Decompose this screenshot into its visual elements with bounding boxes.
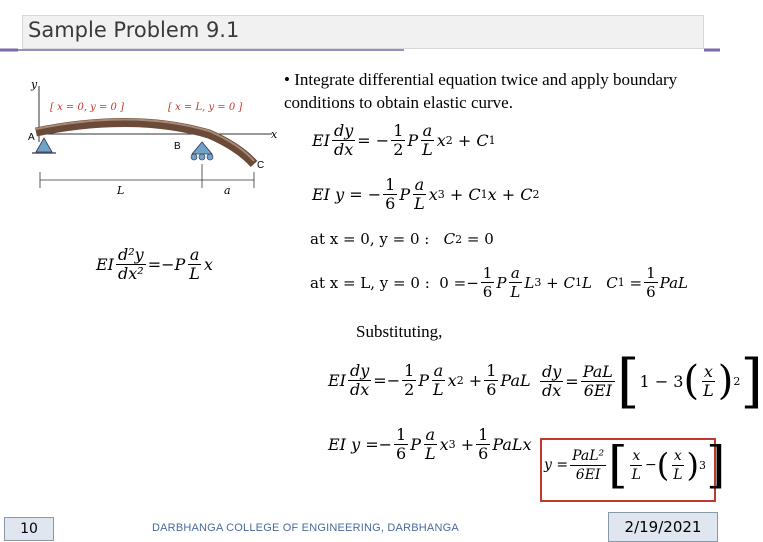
point-c-label: C <box>257 160 265 171</box>
page-number: 10 <box>4 517 54 541</box>
dim-l-label: L <box>117 184 125 197</box>
axis-y-label: y <box>31 78 38 91</box>
equation-slope-substituted: EI $\frac{dy}{dx}$ = − $\frac{1}{2}$ P $\frac{a}{L}$ x 2 + $\frac{1}{6}$ PaL <box>328 361 531 399</box>
college-name: DARBHANGA COLLEGE OF ENGINEERING, DARBHANGA <box>152 522 459 534</box>
boundary-condition-x0: at x = 0, y = 0 : C 2 = 0 <box>310 230 494 248</box>
slide-date: 2/19/2021 <box>608 512 718 542</box>
bc-left-label: [ x = 0, y = 0 ] <box>50 102 125 113</box>
boundary-condition-xL: at x = L, y = 0 : 0 = − $\frac{1}{6}$ P $\frac{a}{L}$ L 3 + C 1 L C 1 = $\frac{1}{6}$ PaL <box>310 264 688 301</box>
equation-deflection-general: EI y = − $\frac{1}{6}$ P $\frac{a}{L}$ x 3 + C 1 x + C 2 <box>312 175 540 213</box>
substituting-label: Substituting, <box>356 322 443 341</box>
support-a <box>36 138 52 152</box>
bc-right-label: [ x = L, y = 0 ] <box>168 102 243 113</box>
support-b <box>192 142 212 154</box>
equation-governing: EI $\frac{\text{d²y}}{\text{dx²}}$ = − P $\frac{a}{L}$ x <box>96 245 213 283</box>
equation-deflection-substituted: EI y = − $\frac{1}{6}$ P $\frac{a}{L}$ x 3 + $\frac{1}{6}$ PaLx <box>328 425 532 463</box>
beam-diagram <box>24 72 284 202</box>
axis-x-label: x <box>271 128 278 141</box>
point-b-label: B <box>174 141 181 152</box>
equation-slope-normalized: $\frac{dy}{dx}$ = $\frac{\text{PaL}}{6EI}$ [ 1 − 3 ( $\frac{x}{L}$ ) 2 ] <box>542 347 763 415</box>
point-a-label: A <box>28 132 35 143</box>
equation-elastic-curve: y = $\frac{\text{PaL²}}{6EI}$ [ $\frac{x}{L}$ − ( $\frac{x}{L}$ ) 3 ] <box>544 436 726 494</box>
bullet-text: • Integrate differential equation twice and apply boundary conditions to obtain elastic curve. <box>284 70 678 112</box>
equation-slope-general: EI $\frac{dy}{dx}$ = − $\frac{1}{2}$ P $\frac{a}{L}$ x 2 + C 1 <box>312 121 496 159</box>
slide-title: Sample Problem 9.1 <box>28 18 240 42</box>
deflected-beam <box>36 122 254 164</box>
dim-a-label: a <box>224 184 231 197</box>
title-underline <box>0 47 720 53</box>
